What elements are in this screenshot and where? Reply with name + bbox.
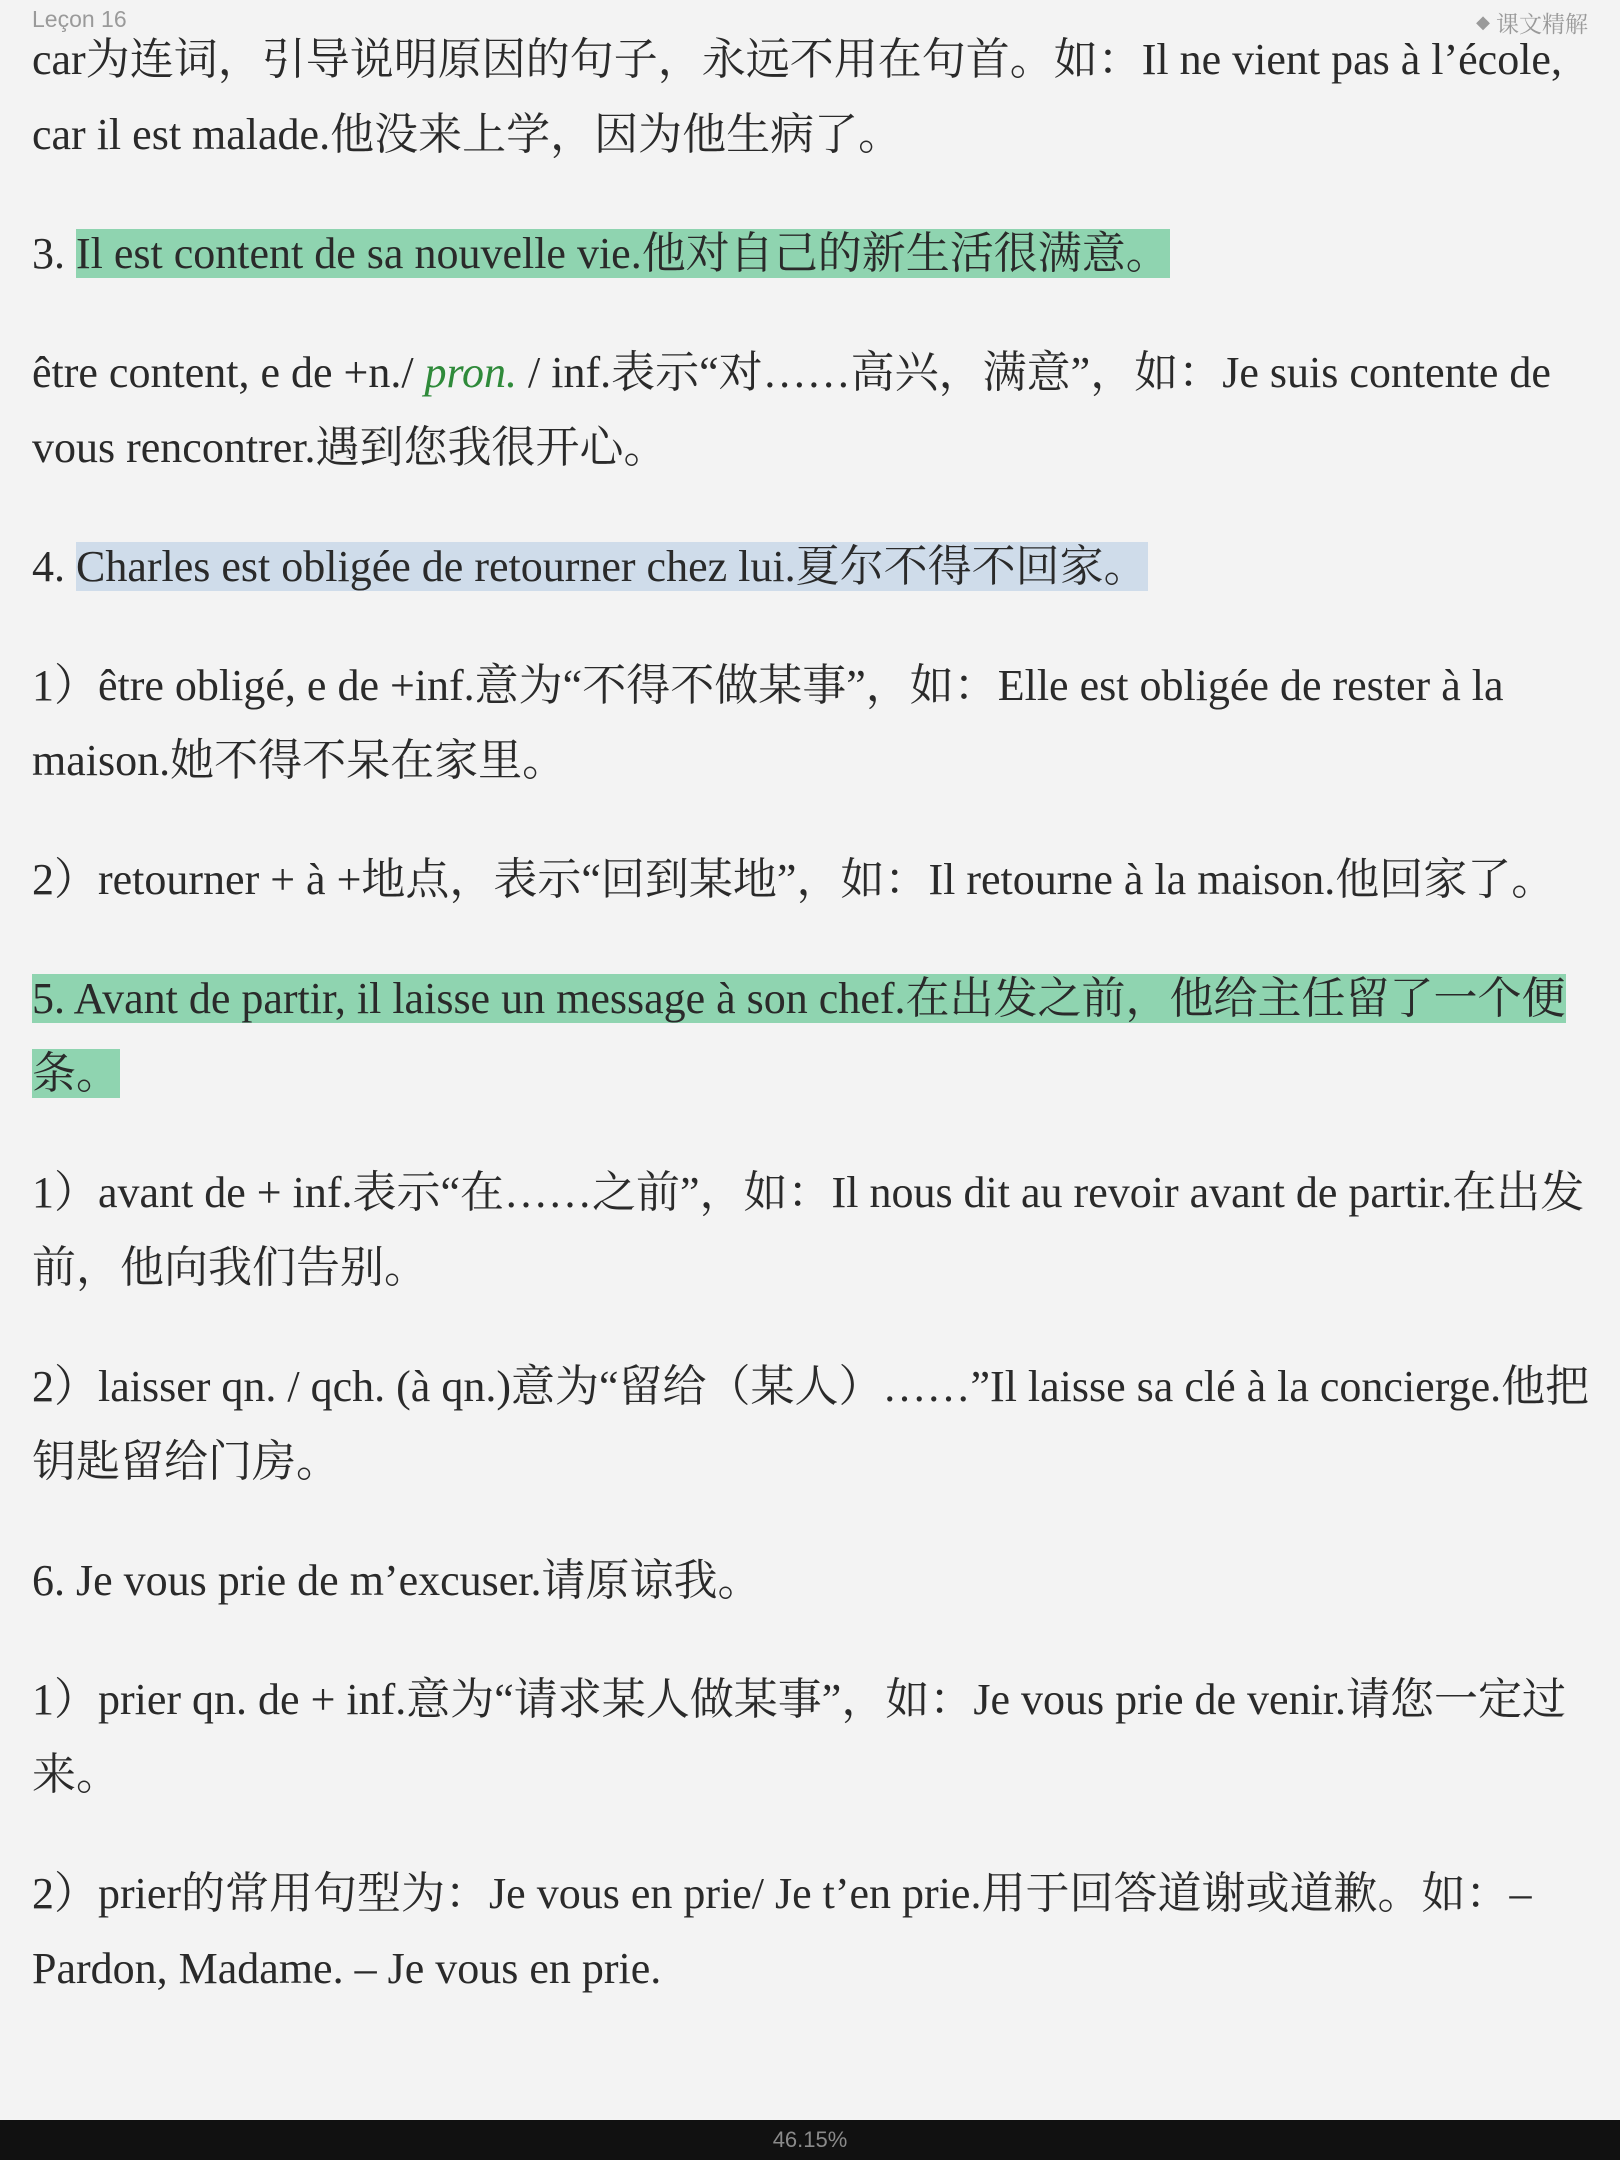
highlight-text: Il est content de sa nouvelle vie.他对自己的新生活很满意。	[76, 229, 1170, 278]
paragraph-car: car为连词，引导说明原因的句子，永远不用在句首。如：Il ne vient pas à l’école, car il est malade.他没来上学，因为他生病了。	[32, 35, 1562, 159]
reading-content[interactable]	[32, 22, 1592, 2050]
pron-annotation: pron.	[424, 348, 518, 397]
highlight-green[interactable]	[76, 229, 1170, 278]
progress-bar	[0, 2120, 1620, 2160]
paragraph-sentence-5	[32, 961, 1592, 1111]
highlight-text: Charles est obligée de retourner chez lui.夏尔不得不回家。	[76, 542, 1148, 591]
paragraph-avant-de: 1）avant de + inf.表示“在……之前”，如：Il nous dit au revoir avant de partir.在出发前，他向我们告别。	[32, 1168, 1585, 1292]
paragraph-sentence-6: 6. Je vous prie de m’excuser.请原谅我。	[32, 1556, 762, 1605]
paragraph-etre-oblige: 1）être obligé, e de +inf.意为“不得不做某事”，如：Elle est obligée de rester à la maison.她不得不呆在家里。	[32, 661, 1504, 785]
paragraph-retourner: 2）retourner + à +地点，表示“回到某地”，如：Il retourne à la maison.他回家了。	[32, 855, 1556, 904]
paragraph-prier: 1）prier qn. de + inf.意为“请求某人做某事”，如：Je vous prie de venir.请您一定过来。	[32, 1675, 1567, 1799]
paragraph-sentence-4	[32, 529, 1592, 604]
progress-percent: 46.15%	[772, 2127, 848, 2152]
paragraph-etre-content	[32, 335, 1592, 485]
sentence-number: 4.	[32, 542, 65, 591]
highlight-blue[interactable]	[76, 542, 1148, 591]
paragraph-laisser: 2）laisser qn. / qch. (à qn.)意为“留给（某人）……”Il laisse sa clé à la concierge.他把钥匙留给门房。	[32, 1362, 1590, 1486]
section-label: 课文精解	[1496, 11, 1588, 37]
paragraph-prier-usage: 2）prier的常用句型为：Je vous en prie/ Je t’en prie.用于回答道谢或道歉。如：–Pardon, Madame. – Je vous en prie.	[32, 1869, 1532, 1993]
text-segment: / inf.表示“对……高兴，满意”，如：Je suis contente de vous rencontrer.遇到您我很开心。	[32, 348, 1551, 472]
sentence-number: 3.	[32, 229, 65, 278]
lesson-title: Leçon 16	[32, 6, 127, 32]
paragraph-sentence-3	[32, 216, 1592, 291]
highlight-green[interactable]: 5. Avant de partir, il laisse un message à son chef.在出发之前，他给主任留了一个便条。	[32, 974, 1566, 1098]
diamond-icon: ◆	[1476, 12, 1490, 32]
text-segment: être content, e de +n./	[32, 348, 425, 397]
